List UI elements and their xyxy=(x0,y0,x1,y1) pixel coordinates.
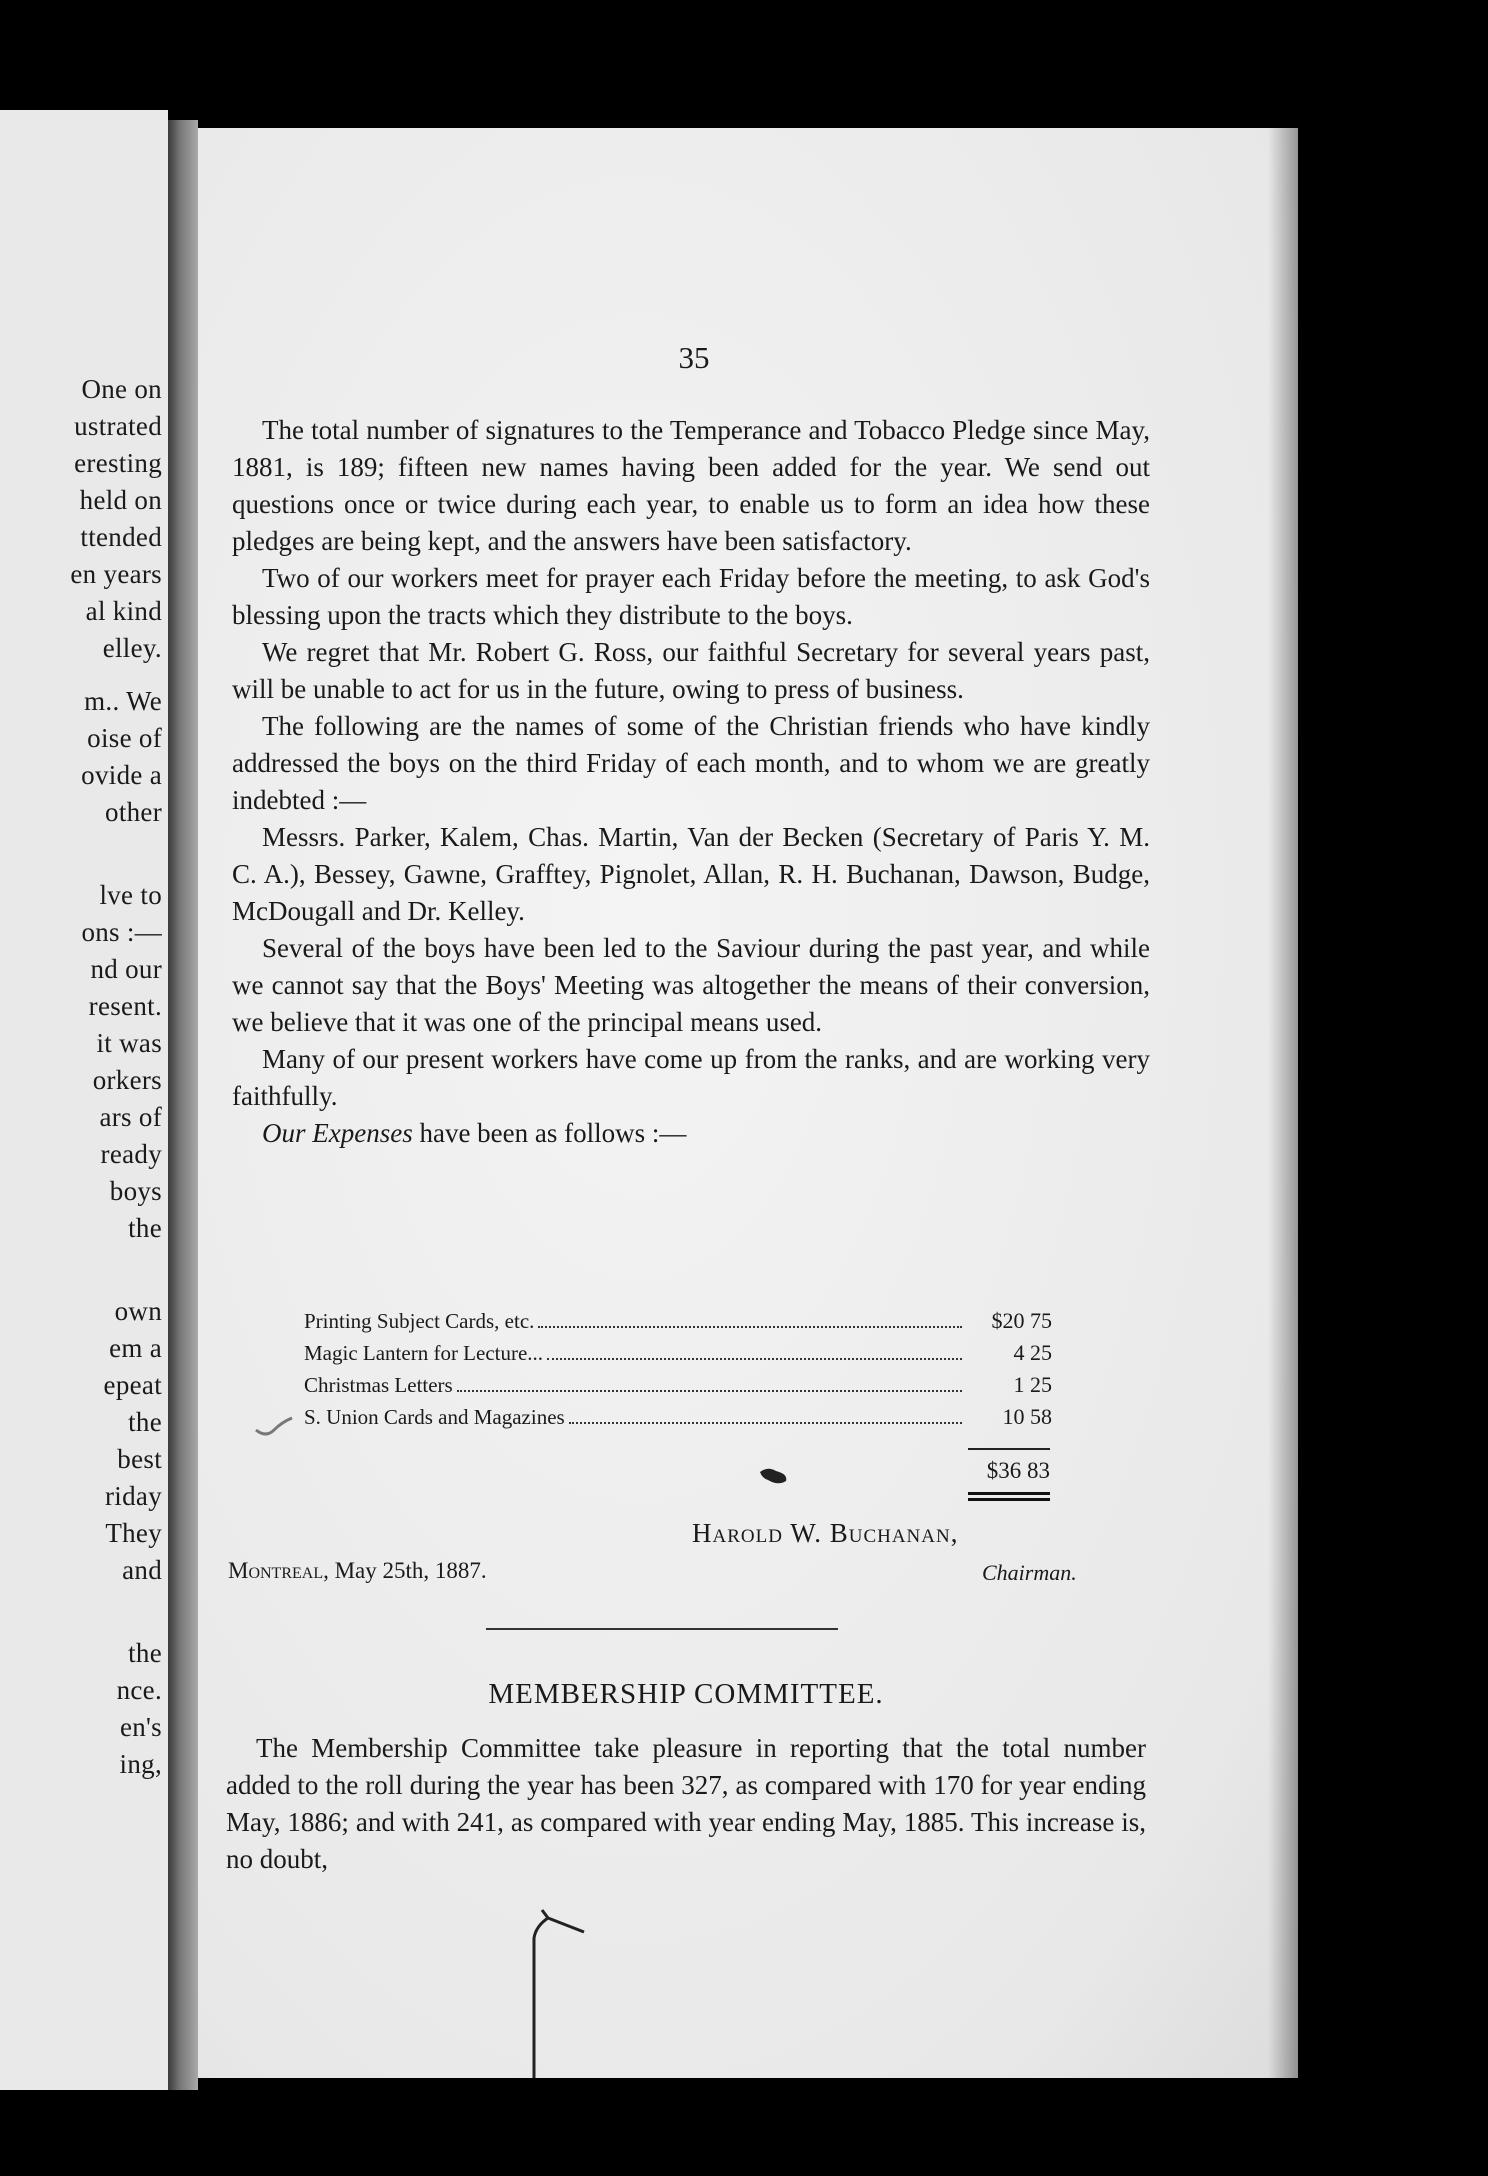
pencil-check-mark-icon xyxy=(254,1416,294,1438)
page-number: 35 xyxy=(678,340,710,375)
previous-page-line: the xyxy=(128,1213,162,1243)
previous-page-line: al kind xyxy=(85,596,162,626)
paragraph-prayer: Two of our workers meet for prayer each Friday before the meeting, to ask God's blessing upon the tracts which they distribute to the boys. xyxy=(232,563,1150,630)
previous-page-line: own xyxy=(114,1296,162,1326)
previous-page-line: held on xyxy=(79,485,162,515)
previous-page-line: other xyxy=(105,797,162,827)
previous-page-edge xyxy=(0,110,168,2090)
dot-leader xyxy=(457,1374,962,1392)
page xyxy=(198,128,1298,2078)
expense-row xyxy=(304,1308,1052,1340)
paragraph-workers: Many of our present workers have come up from the ranks, and are working very faithfully. xyxy=(232,1044,1150,1111)
previous-page-line: eresting xyxy=(74,448,162,478)
previous-page-line: ovide a xyxy=(81,760,162,790)
expense-item: S. Union Cards and Magazines xyxy=(304,1405,565,1429)
paragraph-membership: The Membership Committee take pleasure in reporting that the total number added to the roll during the year has been 327, as compared with 170 for year ending May, 1886; and with 241, as compared with year ending May, 1885. This increase is, no doubt, xyxy=(226,1733,1146,1874)
expense-item: Magic Lantern for Lecture... xyxy=(304,1341,544,1365)
body-text xyxy=(232,412,1150,1152)
previous-page-line: and xyxy=(122,1555,162,1585)
previous-page-line: riday xyxy=(105,1481,162,1511)
double-rule xyxy=(968,1498,1050,1501)
paragraph-secretary: We regret that Mr. Robert G. Ross, our faithful Secretary for several years past, will be unable to act for us in the future, owing to press of business. xyxy=(232,637,1150,704)
section-heading: MEMBERSHIP COMMITTEE. xyxy=(488,1678,884,1710)
expense-item: Printing Subject Cards, etc. xyxy=(304,1309,535,1333)
expense-row xyxy=(304,1404,1052,1436)
paragraph-conversions: Several of the boys have been led to the Saviour during the past year, and while we cannot say that the Boys' Meeting was altogether the means of their conversion, we believe that it was one of the principal means used. xyxy=(232,933,1150,1037)
previous-page-line: best xyxy=(117,1444,162,1474)
previous-page-line: resent. xyxy=(88,991,162,1021)
pencil-mark-icon xyxy=(528,1908,588,2078)
previous-page-line: ready xyxy=(100,1139,162,1169)
previous-page-line: the xyxy=(128,1638,162,1668)
section-divider xyxy=(486,1628,838,1630)
expenses-intro-text: have been as follows :— xyxy=(412,1118,687,1148)
expense-item: Christmas Letters xyxy=(304,1373,453,1397)
previous-page-line: ustrated xyxy=(74,411,162,441)
expense-amount: 10 58 xyxy=(1002,1404,1052,1429)
previous-page-line: m.. We xyxy=(84,686,162,716)
previous-page-line: en's xyxy=(119,1712,162,1742)
previous-page-line: oise of xyxy=(87,723,162,753)
ink-blot-icon xyxy=(758,1466,790,1486)
previous-page-line: epeat xyxy=(103,1370,162,1400)
place-date xyxy=(228,1558,487,1584)
previous-page-line: en years xyxy=(70,559,162,589)
previous-page-line: nd our xyxy=(90,954,162,984)
expense-row xyxy=(304,1340,1052,1372)
signer-title: Chairman. xyxy=(982,1560,1077,1585)
double-rule xyxy=(968,1492,1050,1495)
expenses-intro xyxy=(232,1115,1150,1152)
previous-page-line: the xyxy=(128,1407,162,1437)
previous-page-line: ars of xyxy=(99,1102,162,1132)
previous-page-line: They xyxy=(105,1518,162,1548)
previous-page-line: it was xyxy=(96,1028,162,1058)
previous-page-line: ons :— xyxy=(81,917,162,947)
paragraph-friends-names: Messrs. Parker, Kalem, Chas. Martin, Van der Becken (Secretary of Paris Y. M. C. A.), Bessey, Gawne, Grafftey, Pignolet, Allan, R. H. Buchanan, Dawson, Budge, McDougall and Dr. Kelley. xyxy=(232,822,1150,926)
total-rule xyxy=(968,1448,1050,1450)
previous-page-line: ing, xyxy=(119,1749,162,1779)
previous-page-line: lve to xyxy=(99,880,162,910)
dot-leader xyxy=(569,1406,962,1424)
dot-leader xyxy=(538,1310,962,1328)
previous-page-line: nce. xyxy=(116,1675,162,1705)
expense-row xyxy=(304,1372,1052,1404)
dot-leader xyxy=(547,1342,962,1360)
date: May 25th, 1887. xyxy=(328,1558,487,1583)
page-edge-shadow xyxy=(1268,128,1298,2078)
expenses-heading: Our Expenses xyxy=(262,1118,413,1148)
expense-amount: 4 25 xyxy=(1013,1340,1052,1365)
expense-amount: 1 25 xyxy=(1013,1372,1052,1397)
place: Montreal, xyxy=(228,1558,329,1583)
expense-amount: $20 75 xyxy=(991,1308,1052,1333)
previous-page-line: boys xyxy=(109,1176,162,1206)
previous-page-line: orkers xyxy=(92,1065,162,1095)
previous-page-line: em a xyxy=(109,1333,162,1363)
book-gutter xyxy=(168,120,198,2090)
previous-page-line: ttended xyxy=(80,522,162,552)
paragraph-pledges: The total number of signatures to the Temperance and Tobacco Pledge since May, 1881, is 189; fifteen new names having been added for the year. We send out questions once or twice during each year, to enable us to form an idea how these pledges are being kept, and the answers have been satisfactory. xyxy=(232,415,1150,556)
previous-page-line: One on xyxy=(81,374,162,404)
section-text xyxy=(226,1730,1146,1878)
expense-total: $36 83 xyxy=(986,1458,1050,1483)
paragraph-friends-intro: The following are the names of some of the Christian friends who have kindly addressed the boys on the third Friday of each month, and to whom we are greatly indebted :— xyxy=(232,711,1150,815)
signer-name: Harold W. Buchanan, xyxy=(692,1518,959,1548)
expense-table xyxy=(304,1308,1052,1436)
previous-page-line: elley. xyxy=(102,633,162,663)
